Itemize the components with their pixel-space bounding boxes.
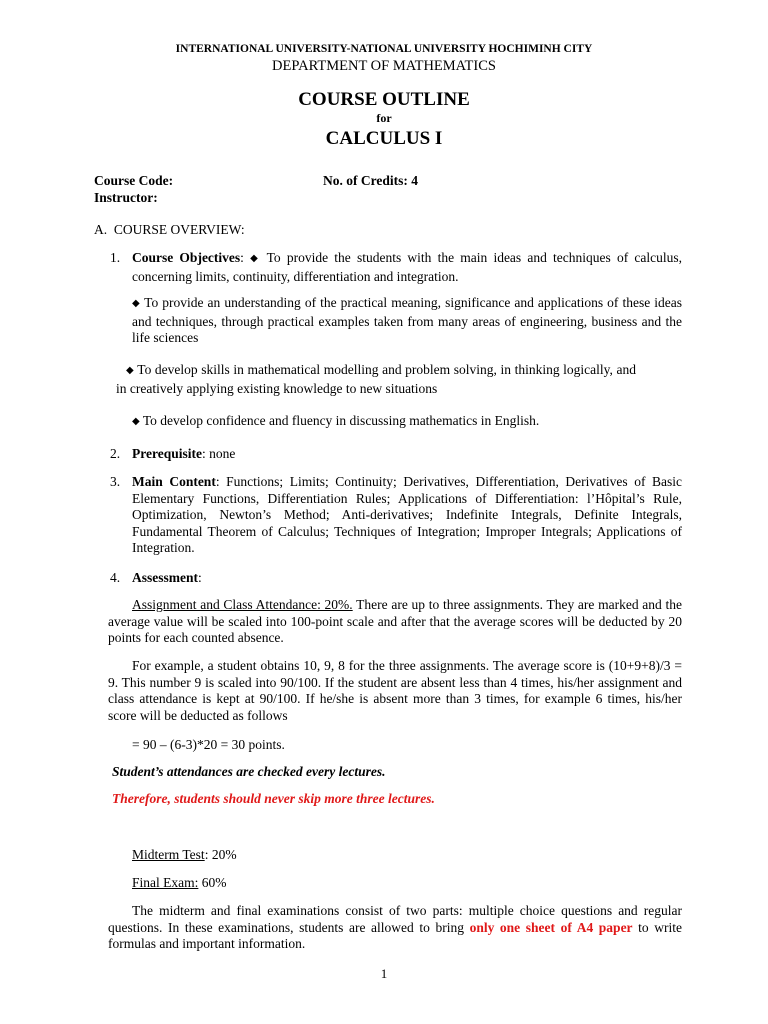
prerequisite (132, 446, 235, 462)
credits-label: No. of Credits: 4 (323, 173, 418, 188)
university-name: INTERNATIONAL UNIVERSITY-NATIONAL UNIVERSITY HOCHIMINH CITY (175, 43, 593, 55)
final-exam (132, 875, 227, 891)
exam-paragraph: The midterm and final examinations consist of two parts: multiple choice questions and regular questions. In these examinations, students are allowed to bring only one sheet of A4 paper to write formulas and important information. (108, 903, 682, 951)
objectives-label: Course Objectives (132, 250, 241, 265)
prerequisite-value: : none (202, 446, 236, 461)
midterm-label: Midterm Test (132, 847, 205, 862)
final-exam-label: Final Exam: (132, 875, 199, 890)
example-paragraph: For example, a student obtains 10, 9, 8 for the three assignments. The average score is (10+9+8)/3 = 9. This number 9 is scaled into 90/100. If the student are absent less than 4 times, his/her assignment and class attendance is kept at 90/100. If he/she is absent more than 3 times, for example 6 times, his/her score will be deducted as follows (108, 658, 682, 723)
deduction-formula: = 90 – (6-3)*20 = 30 points. (132, 737, 285, 752)
main-content-value: : Functions; Limits; Continuity; Derivatives, Differentiation, Derivatives of Basic Elementary Functions, Differentiation Rules; Applications of Differentiation: l’Hôpital’s Rule, Optimization, Newton’s Method; Anti-derivatives; Indefinite Integrals, Definite Integrals, Fundamental Theorem of Calculus; Techniques of Integration; Improper Integrals; Applications of Integration. (132, 474, 682, 555)
objectives-item-3: ◆ To develop skills in mathematical modelling and problem solving, in thinking logically, and in creatively applying existing knowledge to new situations (116, 362, 636, 396)
department-name: DEPARTMENT OF MATHEMATICS (272, 58, 496, 74)
bullet-diamond-icon: ◆ (250, 253, 261, 264)
exam-highlight: only one sheet of A4 paper (469, 919, 633, 935)
course-name: CALCULUS I (325, 128, 443, 149)
midterm-value: : 20% (204, 847, 237, 862)
bullet-diamond-icon: ◆ (126, 365, 134, 376)
objectives-item-2: ◆ To provide an understanding of the practical meaning, significance and applications of these ideas and techniques, through practical examples taken from many areas of engineering, business and the life sciences (132, 295, 682, 345)
objectives-colon: : (240, 250, 244, 265)
page-number: 1 (380, 966, 388, 981)
prerequisite-label: Prerequisite (132, 446, 202, 461)
bullet-diamond-icon: ◆ (132, 298, 141, 309)
midterm (132, 847, 237, 863)
attendance-warning: Therefore, students should never skip more three lectures. (112, 791, 435, 806)
objectives-item-4: ◆ To develop confidence and fluency in discussing mathematics in English. (132, 413, 540, 428)
document-title: COURSE OUTLINE (298, 89, 470, 110)
section-heading-overview: A. COURSE OVERVIEW: (94, 222, 245, 237)
title-for: for (376, 111, 392, 125)
course-code-label: Course Code: (94, 173, 174, 188)
objectives-item-1: Course Objectives: ◆ To provide the students with the main ideas and techniques of calculus, concerning limits, continuity, differentiation and integration. (132, 250, 683, 284)
main-content (132, 474, 682, 557)
assessment-heading: Assessment: (132, 570, 202, 585)
assignment-paragraph: Assignment and Class Attendance: 20%. There are up to three assignments. They are marked and the average value will be scaled into 100-point scale and after that the average scores will be deducted by 20 points for each counted absence. (108, 597, 682, 645)
prerequisite-number: 2. (110, 446, 121, 461)
final-exam-value: 60% (198, 875, 227, 890)
assessment-number: 4. (110, 570, 121, 585)
main-content-label: Main Content (132, 474, 216, 489)
assignment-label: Assignment and Class Attendance: 20%. (132, 597, 353, 612)
main-content-number: 3. (110, 474, 121, 489)
attendance-note: Student’s attendances are checked every lectures. (112, 764, 386, 779)
bullet-diamond-icon: ◆ (132, 416, 140, 427)
instructor-label: Instructor: (94, 190, 158, 205)
objectives-number: 1. (110, 250, 121, 265)
assessment-label: Assessment (132, 570, 198, 585)
